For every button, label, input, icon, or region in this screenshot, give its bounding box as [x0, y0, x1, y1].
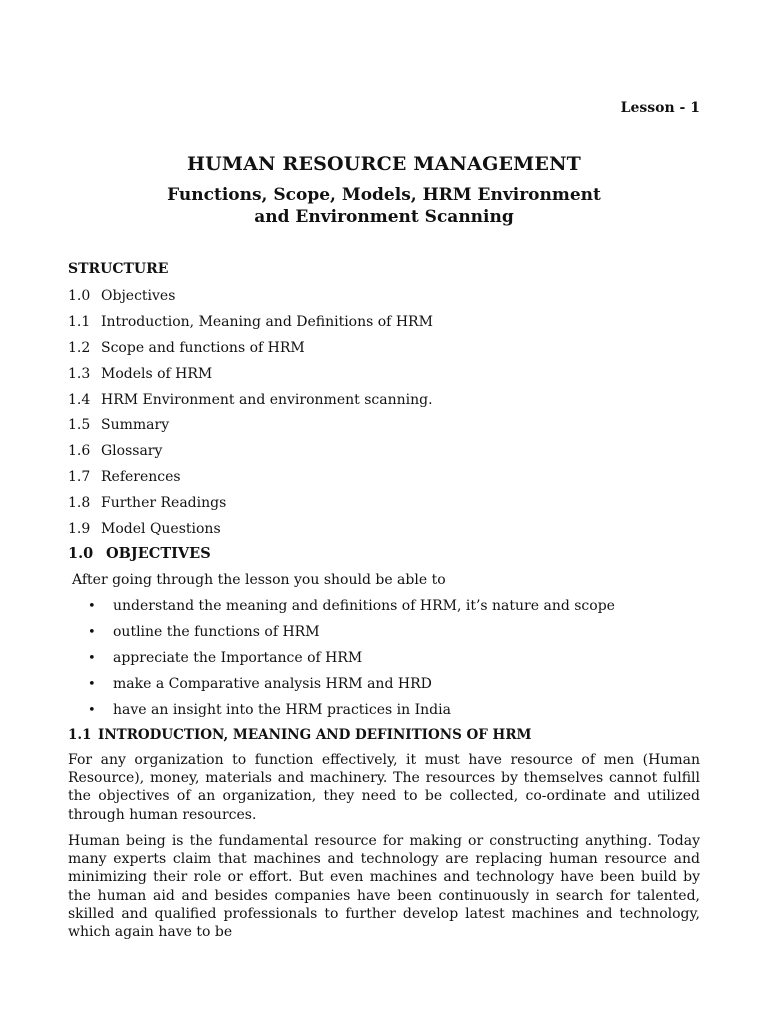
introduction-paragraph-1: For any organization to function effectively, it must have resource of men (Human Resource), money, materials and machinery. The resources by themselves cannot fulfill the objectives of an organization, they need to be collected, co-ordinate and utilized through human resources. [68, 752, 700, 823]
structure-item-number: 1.5 [68, 417, 91, 434]
objective-item [88, 623, 615, 649]
subtitle-line-2: and Environment Scanning [254, 207, 514, 227]
structure-item [68, 391, 433, 417]
structure-item-label: Summary [101, 417, 170, 434]
introduction-paragraph-2: Human being is the fundamental resource for making or constructing anything. Today many experts claim that machines and technology are replacing human resource and minimizing their role or effort. But even machines and technology have been build by the human aid and besides companies have been continuously in search for talented, skilled and qualified professionals to further develop latest machines and technology, which again have to be [68, 833, 700, 941]
objective-text: have an insight into the HRM practices in India [113, 702, 451, 718]
structure-item [68, 416, 433, 442]
objective-item [88, 701, 615, 727]
objective-text: make a Comparative analysis HRM and HRD [113, 676, 432, 692]
objectives-intro: After going through the lesson you should be able to [72, 572, 446, 588]
objective-item [88, 675, 615, 701]
structure-item-number: 1.4 [68, 391, 91, 408]
objectives-title: OBJECTIVES [106, 545, 211, 562]
bullet-icon: • [88, 703, 96, 718]
structure-item [68, 287, 433, 313]
structure-item-number: 1.7 [68, 469, 91, 486]
introduction-number: 1.1 [68, 727, 92, 743]
objective-text: outline the functions of HRM [113, 624, 320, 640]
structure-item-label: Scope and functions of HRM [101, 339, 305, 356]
structure-item [68, 365, 433, 391]
bullet-icon: • [88, 651, 96, 666]
structure-item-label: Models of HRM [101, 365, 213, 382]
structure-item-number: 1.9 [68, 521, 91, 538]
objective-text: appreciate the Importance of HRM [113, 650, 363, 666]
structure-item [68, 442, 433, 468]
structure-item-label: Glossary [101, 443, 163, 460]
structure-item-label: Objectives [101, 288, 176, 304]
structure-heading: STRUCTURE [68, 261, 169, 277]
structure-list [68, 287, 433, 546]
structure-item-number: 1.3 [68, 365, 91, 382]
structure-item-label: Model Questions [101, 521, 221, 538]
subtitle-line-1: Functions, Scope, Models, HRM Environment [167, 185, 601, 205]
structure-item [68, 520, 433, 546]
structure-item-label: References [101, 469, 181, 486]
structure-item [68, 494, 433, 520]
structure-item-label: Introduction, Meaning and Definitions of HRM [101, 313, 433, 330]
page-title: HUMAN RESOURCE MANAGEMENT [186, 153, 581, 175]
structure-item-number: 1.0 [68, 288, 91, 304]
structure-item-number: 1.8 [68, 495, 91, 512]
structure-item-number: 1.1 [68, 313, 91, 330]
bullet-icon: • [88, 599, 96, 614]
objectives-heading [68, 545, 211, 562]
structure-item-number: 1.2 [68, 339, 91, 356]
introduction-heading [68, 727, 531, 743]
structure-item-number: 1.6 [68, 443, 91, 460]
structure-item [68, 468, 433, 494]
bullet-icon: • [88, 677, 96, 692]
structure-item-label: Further Readings [101, 495, 227, 512]
structure-item-label: HRM Environment and environment scanning. [101, 391, 433, 408]
structure-item [68, 313, 433, 339]
lesson-label: Lesson - 1 [620, 100, 700, 116]
structure-item [68, 339, 433, 365]
objectives-list [88, 597, 615, 727]
introduction-title: INTRODUCTION, MEANING AND DEFINITIONS OF HRM [98, 727, 532, 743]
page-subtitle [0, 184, 768, 228]
objective-item [88, 597, 615, 623]
objectives-number: 1.0 [68, 545, 94, 562]
bullet-icon: • [88, 625, 96, 640]
objective-text: understand the meaning and definitions of HRM, it’s nature and scope [113, 598, 615, 614]
objective-item [88, 649, 615, 675]
